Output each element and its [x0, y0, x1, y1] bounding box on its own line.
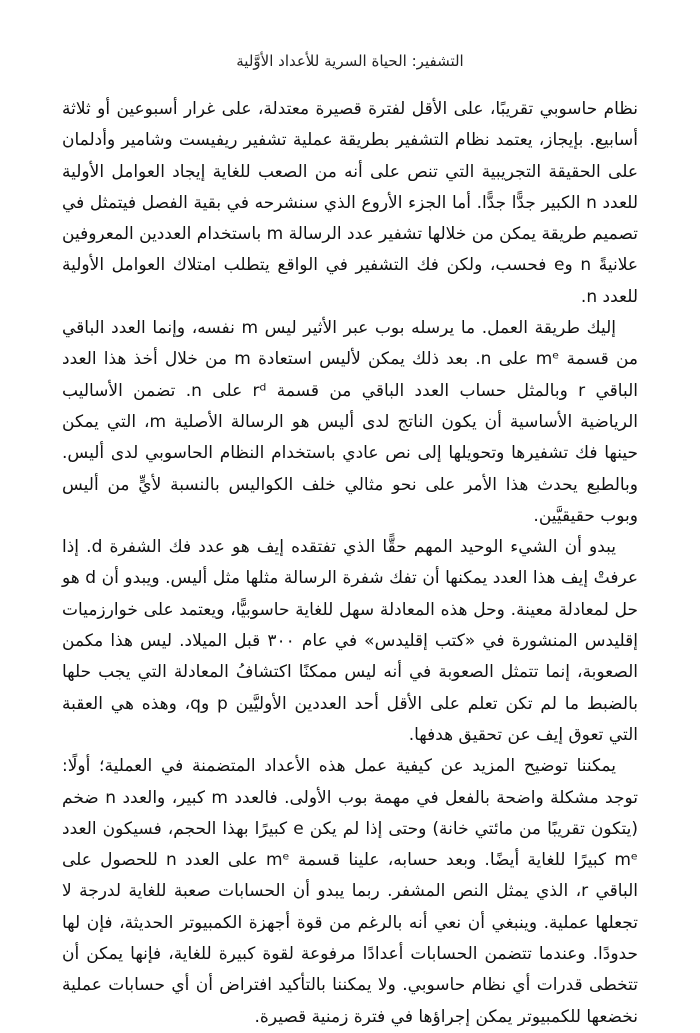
- running-header: التشفير: الحياة السرية للأعداد الأوَّلية: [236, 52, 464, 70]
- paragraph-3: يبدو أن الشيء الوحيد المهم حقًّا الذي تفتقده إيف هو عدد فك الشفرة d. إذا عرفتْ إيف هذا العدد يمكنها أن تفك شفرة الرسالة مثلها مثل أليس. ويبدو أن d هو حل لمعادلة معينة. وحل هذه المعادلة سهل للغاية حاسوبيًّا، ويعتمد على خوارزميات إقليدس المنشورة في «كتب إقليدس» في عام ٣٠٠ قبل الميلاد. ليس هذا مكمن الصعوبة، إنما تتمثل الصعوبة في أنه ليس ممكنًا اكتشافُ المعادلة التي يجب حلها بالضبط ما لم تكن تعلم على الأقل أحد العددين الأوليَّين p وq، وهذه هي العقبة التي تعوق إيف عن تحقيق هدفها.: [62, 537, 638, 745]
- paragraph-4: يمكننا توضيح المزيد عن كيفية عمل هذه الأعداد المتضمنة في العملية؛ أولًا: توجد مشكلة واضحة بالفعل في مهمة بوب الأولى. فالعدد m كبير، والعدد n ضخم (يتكون تقريبًا من مائتي خانة) وحتى إذا لم يكن e كبيرًا بهذا الحجم، فسيكون العدد mᵉ كبيرًا للغاية أيضًا. وبعد حسابه، علينا قسمة mᵉ على العدد n للحصول على الباقي r، الذي يمثل النص المشفر. ربما يبدو أن الحسابات صعبة للغاية لدرجة لا تجعلها عملية. وينبغي أن نعي أنه بالرغم من قوة أجهزة الكمبيوتر الحديثة، فإن لها حدودًا. وعندما تتضمن الحسابات أعدادًا مرفوعة لقوة كبيرة للغاية، فإنها يمكن أن تتخطى قدرات أي نظام حاسوبي. ولا يمكننا بالتأكيد افتراض أن أي حسابات عملية نخضعها للكمبيوتر يمكن إجراؤها في فترة زمنية قصيرة.: [62, 756, 639, 1027]
- paragraph-2: إليك طريقة العمل. ما يرسله بوب عبر الأثير ليس m نفسه، وإنما العدد الباقي من قسمة mᵉ على n. بعد ذلك يمكن لأليس استعادة m من خلال أخذ هذا العدد الباقي r وبالمثل حساب العدد الباقي من قسمة rᵈ على n. تضمن الأساليب الرياضية الأساسية أن يكون الناتج لدى أليس هو الرسالة الأصلية m، التي يمكن حينها فك تشفيرها وتحويلها إلى نص عادي باستخدام النظام الحاسوبي لدى أليس. وبالطبع يحدث هذا الأمر على نحو مثالي خلف الكواليس بالنسبة لأيٍّ من أليس وبوب حقيقيَّين.: [62, 318, 639, 526]
- body-text: [62, 94, 638, 1033]
- paragraph-1: نظام حاسوبي تقريبًا، على الأقل لفترة قصيرة معتدلة، على غرار أسبوعين أو ثلاثة أسابيع. بإيجاز، يعتمد نظام التشفير بطريقة عملية تشفير ريفيست وشامير وأدلمان على الحقيقة التجريبية التي تنص على أنه من الصعب للغاية إيجاد العوامل الأولية للعدد n الكبير جدًّا جدًّا. أما الجزء الأروع الذي سنشرحه في بقية الفصل فيتمثل في تصميم طريقة يمكن من خلالها تشفير عدد الرسالة m باستخدام العددين المعروفين علانيةً n وe فحسب، ولكن فك التشفير في الواقع يتطلب امتلاك العوامل الأولية للعدد n.: [62, 99, 638, 307]
